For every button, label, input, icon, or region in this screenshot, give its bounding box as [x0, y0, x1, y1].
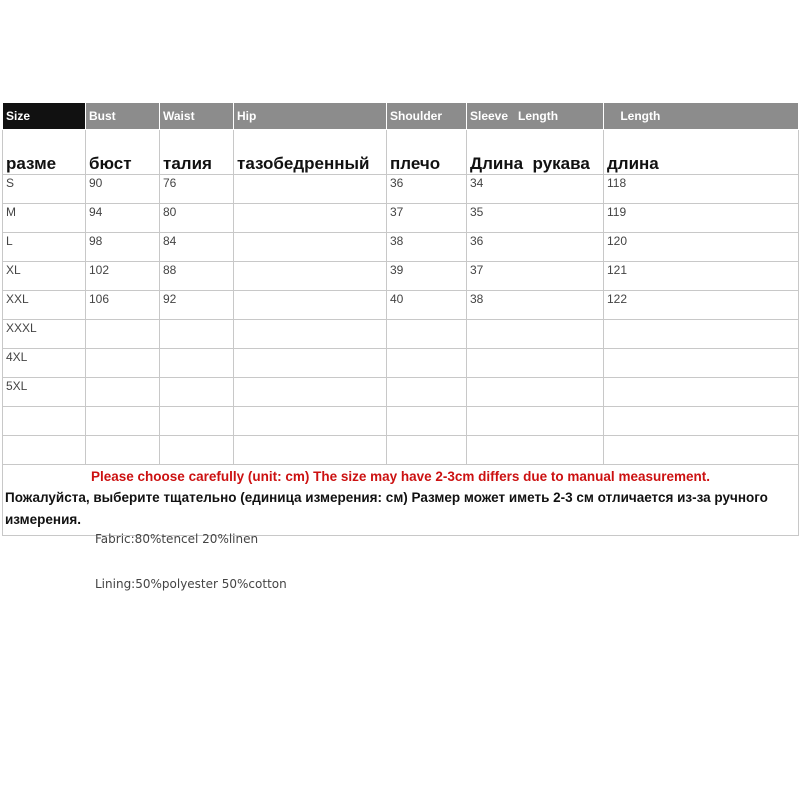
cell-waist: 88	[160, 262, 234, 291]
cell-size: XL	[3, 262, 86, 291]
header-ru-waist: талия	[160, 130, 234, 175]
header-sleeve-length: Sleeve Length	[467, 103, 604, 130]
header-ru-length: длина	[604, 130, 799, 175]
cell-length: 120	[604, 233, 799, 262]
cell-size	[3, 407, 86, 436]
cell-sleeve-length	[467, 378, 604, 407]
cell-hip	[234, 320, 387, 349]
table-row	[3, 262, 799, 291]
table-row	[3, 175, 799, 204]
cell-sleeve-length: 36	[467, 233, 604, 262]
cell-waist	[160, 349, 234, 378]
cell-shoulder: 39	[387, 262, 467, 291]
table-row	[3, 436, 799, 465]
cell-hip	[234, 349, 387, 378]
table-row	[3, 349, 799, 378]
size-chart-table	[2, 102, 799, 536]
cell-bust	[86, 378, 160, 407]
cell-length: 119	[604, 204, 799, 233]
cell-hip	[234, 233, 387, 262]
cell-shoulder: 40	[387, 291, 467, 320]
cell-length	[604, 407, 799, 436]
cell-shoulder: 37	[387, 204, 467, 233]
header-waist: Waist	[160, 103, 234, 130]
cell-bust: 94	[86, 204, 160, 233]
cell-bust: 98	[86, 233, 160, 262]
cell-size: L	[3, 233, 86, 262]
cell-sleeve-length: 37	[467, 262, 604, 291]
cell-bust: 106	[86, 291, 160, 320]
cell-size: 4XL	[3, 349, 86, 378]
cell-bust: 90	[86, 175, 160, 204]
table-row	[3, 233, 799, 262]
cell-bust	[86, 436, 160, 465]
cell-hip	[234, 436, 387, 465]
table-row	[3, 204, 799, 233]
cell-hip	[234, 262, 387, 291]
note-cell	[3, 465, 799, 536]
cell-waist: 92	[160, 291, 234, 320]
note-russian: Пожалуйста, выберите тщательно (единица измерения: см) Размер может иметь 2-3 см отличается из-за ручного измерения.	[5, 490, 768, 527]
note-row	[3, 465, 799, 536]
header-ru-shoulder: плечо	[387, 130, 467, 175]
table-row	[3, 378, 799, 407]
cell-sleeve-length: 35	[467, 204, 604, 233]
cell-shoulder: 38	[387, 233, 467, 262]
fabric-composition: Fabric:80%tencel 20%linen	[95, 532, 259, 546]
cell-shoulder	[387, 320, 467, 349]
table-row	[3, 407, 799, 436]
header-size: Size	[3, 103, 86, 130]
cell-bust	[86, 349, 160, 378]
cell-hip	[234, 204, 387, 233]
header-ru-sleeve-length: Длина рукава	[467, 130, 604, 175]
header-row-english	[3, 103, 799, 130]
cell-bust: 102	[86, 262, 160, 291]
cell-sleeve-length	[467, 407, 604, 436]
header-shoulder: Shoulder	[387, 103, 467, 130]
size-data-rows	[3, 175, 799, 465]
cell-waist: 80	[160, 204, 234, 233]
cell-length	[604, 436, 799, 465]
cell-length: 121	[604, 262, 799, 291]
header-ru-bust: бюст	[86, 130, 160, 175]
lining-composition: Lining:50%polyester 50%cotton	[95, 577, 287, 591]
cell-sleeve-length: 38	[467, 291, 604, 320]
cell-waist: 84	[160, 233, 234, 262]
note-english: Please choose carefully (unit: cm) The size may have 2-3cm differs due to manual measurement.	[91, 469, 710, 484]
cell-length: 122	[604, 291, 799, 320]
table-row	[3, 320, 799, 349]
cell-hip	[234, 175, 387, 204]
cell-length	[604, 349, 799, 378]
cell-size: S	[3, 175, 86, 204]
cell-shoulder: 36	[387, 175, 467, 204]
cell-length	[604, 378, 799, 407]
cell-size	[3, 436, 86, 465]
cell-hip	[234, 407, 387, 436]
cell-sleeve-length	[467, 320, 604, 349]
cell-sleeve-length	[467, 436, 604, 465]
cell-bust	[86, 407, 160, 436]
header-bust: Bust	[86, 103, 160, 130]
cell-length: 118	[604, 175, 799, 204]
cell-size: 5XL	[3, 378, 86, 407]
header-row-russian	[3, 130, 799, 175]
cell-bust	[86, 320, 160, 349]
cell-waist: 76	[160, 175, 234, 204]
header-hip: Hip	[234, 103, 387, 130]
cell-hip	[234, 291, 387, 320]
cell-size: M	[3, 204, 86, 233]
cell-waist	[160, 407, 234, 436]
cell-shoulder	[387, 378, 467, 407]
cell-size: XXL	[3, 291, 86, 320]
header-ru-size: разме	[3, 130, 86, 175]
header-ru-hip: тазобедренный	[234, 130, 387, 175]
cell-waist	[160, 436, 234, 465]
cell-sleeve-length	[467, 349, 604, 378]
cell-hip	[234, 378, 387, 407]
cell-shoulder	[387, 349, 467, 378]
cell-waist	[160, 320, 234, 349]
cell-size: XXXL	[3, 320, 86, 349]
table-row	[3, 291, 799, 320]
cell-shoulder	[387, 436, 467, 465]
header-length: Length	[604, 103, 799, 130]
cell-shoulder	[387, 407, 467, 436]
cell-length	[604, 320, 799, 349]
cell-waist	[160, 378, 234, 407]
cell-sleeve-length: 34	[467, 175, 604, 204]
